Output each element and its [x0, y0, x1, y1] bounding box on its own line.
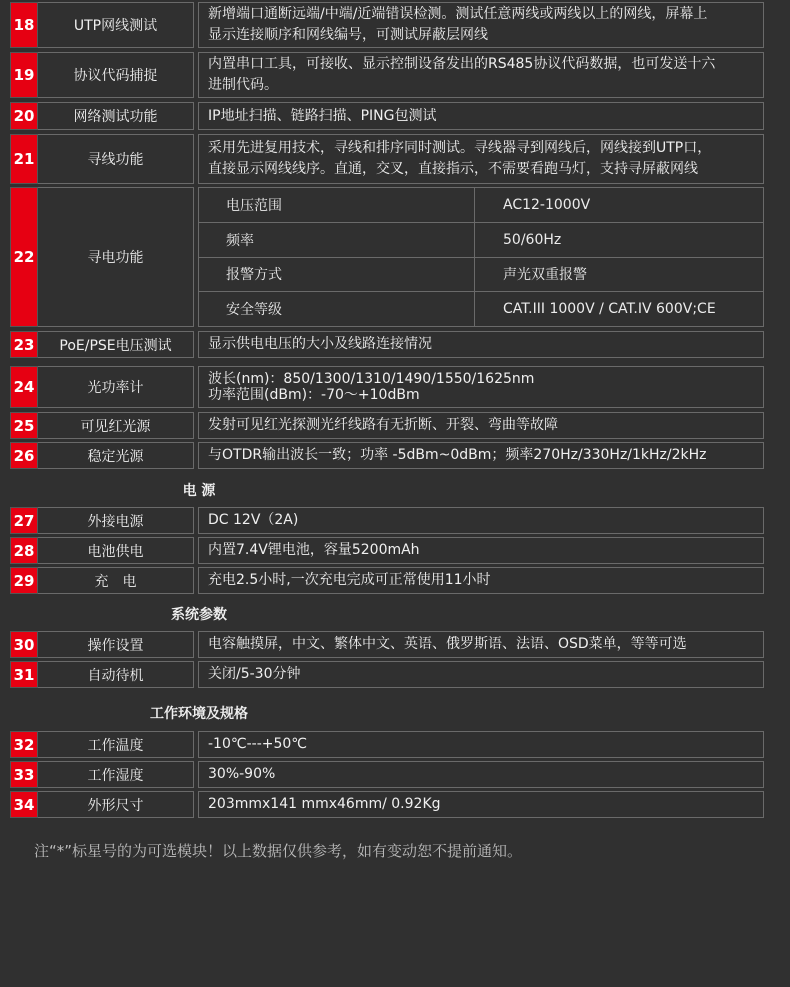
sub-spec-row — [199, 188, 763, 223]
sub-spec-key: 电压范围 — [199, 188, 475, 222]
sub-spec-value: 声光双重报警 — [503, 267, 587, 284]
sub-spec-key: 安全等级 — [199, 292, 475, 326]
spec-row-21 — [10, 134, 764, 184]
feature-name: 网络测试功能 — [38, 102, 194, 130]
spec-row-19 — [10, 52, 764, 98]
spec-row-28 — [10, 537, 764, 564]
row-number: 29 — [10, 567, 38, 594]
sub-spec-row — [199, 223, 763, 258]
row-number: 26 — [10, 442, 38, 469]
feature-name: 寻线功能 — [38, 134, 194, 184]
sub-spec-row — [199, 258, 763, 293]
feature-name: 协议代码捕捉 — [38, 52, 194, 98]
sub-spec-table — [198, 187, 764, 327]
feature-description — [198, 412, 764, 439]
description-line: 新增端口通断远端/中端/近端错误检测。测试任意两线或两线以上的网线，屏幕上 — [208, 6, 708, 22]
description-line: IP地址扫描、链路扫描、PING包测试 — [208, 107, 437, 124]
spec-row-20 — [10, 102, 764, 130]
spec-row-27 — [10, 507, 764, 534]
description-line: 内置串口工具，可接收、显示控制设备发出的RS485协议代码数据，也可发送十六 — [208, 56, 716, 72]
feature-name: UTP网线测试 — [38, 2, 194, 48]
row-number: 30 — [10, 631, 38, 658]
row-number: 23 — [10, 331, 38, 358]
feature-name: 外形尺寸 — [38, 791, 194, 818]
spec-row-22 — [10, 187, 764, 327]
feature-name: 寻电功能 — [38, 187, 194, 327]
feature-name: 外接电源 — [38, 507, 194, 534]
row-number: 21 — [10, 134, 38, 184]
feature-description — [198, 537, 764, 564]
description-line: 显示供电电压的大小及线路连接情况 — [208, 336, 432, 352]
description-line: 功率范围(dBm)：-70～+10dBm — [208, 387, 420, 403]
row-number: 31 — [10, 661, 38, 688]
row-number: 25 — [10, 412, 38, 439]
row-number: 22 — [10, 187, 38, 327]
sub-spec-value: CAT.III 1000V / CAT.IV 600V;CE — [503, 301, 716, 318]
feature-name: 操作设置 — [38, 631, 194, 658]
feature-description — [198, 366, 764, 408]
feature-description — [198, 52, 764, 98]
spec-row-23 — [10, 331, 764, 358]
description-line: 内置7.4V锂电池，容量5200mAh — [208, 542, 420, 558]
spec-row-31 — [10, 661, 764, 688]
feature-description — [198, 102, 764, 130]
sub-spec-value: AC12-1000V — [503, 196, 591, 213]
description-line: 采用先进复用技术，寻线和排序同时测试。寻线器寻到网线后，网线接到UTP口， — [208, 140, 712, 156]
sub-spec-key: 报警方式 — [199, 258, 475, 292]
spec-row-34 — [10, 791, 764, 818]
row-number: 18 — [10, 2, 38, 48]
feature-name: 充 电 — [38, 567, 194, 594]
feature-description — [198, 731, 764, 758]
feature-description — [198, 331, 764, 358]
description-line: DC 12V（2A) — [208, 512, 299, 528]
description-line: 关闭/5-30分钟 — [208, 666, 301, 682]
row-number: 28 — [10, 537, 38, 564]
feature-name: 工作温度 — [38, 731, 194, 758]
footnote: 注“*”标星号的为可选模块！以上数据仅供参考，如有变动恕不提前通知。 — [34, 842, 523, 860]
feature-description — [198, 507, 764, 534]
sub-spec-row — [199, 292, 763, 326]
feature-description — [198, 567, 764, 594]
description-line: 203mmx141 mmx46mm/ 0.92Kg — [208, 796, 441, 812]
spec-row-33 — [10, 761, 764, 788]
description-line: 波长(nm)：850/1300/1310/1490/1550/1625nm — [208, 371, 535, 387]
feature-description — [198, 761, 764, 788]
spec-row-18 — [10, 2, 764, 48]
feature-name: 工作湿度 — [38, 761, 194, 788]
feature-description — [198, 2, 764, 48]
feature-name: 自动待机 — [38, 661, 194, 688]
row-number: 32 — [10, 731, 38, 758]
feature-name: 稳定光源 — [38, 442, 194, 469]
feature-description — [198, 661, 764, 688]
row-number: 20 — [10, 102, 38, 130]
row-number: 24 — [10, 366, 38, 408]
spec-row-29 — [10, 567, 764, 594]
row-number: 34 — [10, 791, 38, 818]
row-number: 27 — [10, 507, 38, 534]
feature-name: 电池供电 — [38, 537, 194, 564]
spec-row-30 — [10, 631, 764, 658]
section-title-system: 系统参数 — [171, 607, 227, 623]
section-title-power: 电 源 — [182, 483, 216, 499]
description-line: 充电2.5小时,一次充电完成可正常使用11小时 — [208, 572, 491, 588]
feature-description — [198, 134, 764, 184]
description-line: 与OTDR输出波长一致；功率 -5dBm~0dBm；频率270Hz/330Hz/1kHz/2kHz — [208, 447, 707, 463]
sub-spec-key: 频率 — [199, 223, 475, 257]
row-number: 19 — [10, 52, 38, 98]
feature-description — [198, 791, 764, 818]
spec-row-26 — [10, 442, 764, 469]
row-number: 33 — [10, 761, 38, 788]
spec-row-32 — [10, 731, 764, 758]
description-line: 直接显示网线线序。直通，交叉，直接指示，不需要看跑马灯，支持寻屏蔽网线 — [208, 161, 698, 177]
feature-name: 光功率计 — [38, 366, 194, 408]
description-line: 电容触摸屏，中文、繁体中文、英语、俄罗斯语、法语、OSD菜单，等等可选 — [208, 636, 687, 652]
description-line: 发射可见红光探测光纤线路有无折断、开裂、弯曲等故障 — [208, 417, 558, 433]
description-line: -10℃---+50℃ — [208, 736, 308, 752]
sub-spec-value: 50/60Hz — [503, 231, 562, 248]
spec-row-24 — [10, 366, 764, 408]
feature-description — [198, 442, 764, 469]
feature-name: PoE/PSE电压测试 — [38, 331, 194, 358]
spec-row-25 — [10, 412, 764, 439]
feature-name: 可见红光源 — [38, 412, 194, 439]
description-line: 显示连接顺序和网线编号，可测试屏蔽层网线 — [208, 27, 488, 43]
feature-description — [198, 631, 764, 658]
section-title-environment: 工作环境及规格 — [150, 706, 248, 722]
description-line: 进制代码。 — [208, 77, 278, 93]
description-line: 30%-90% — [208, 766, 276, 782]
